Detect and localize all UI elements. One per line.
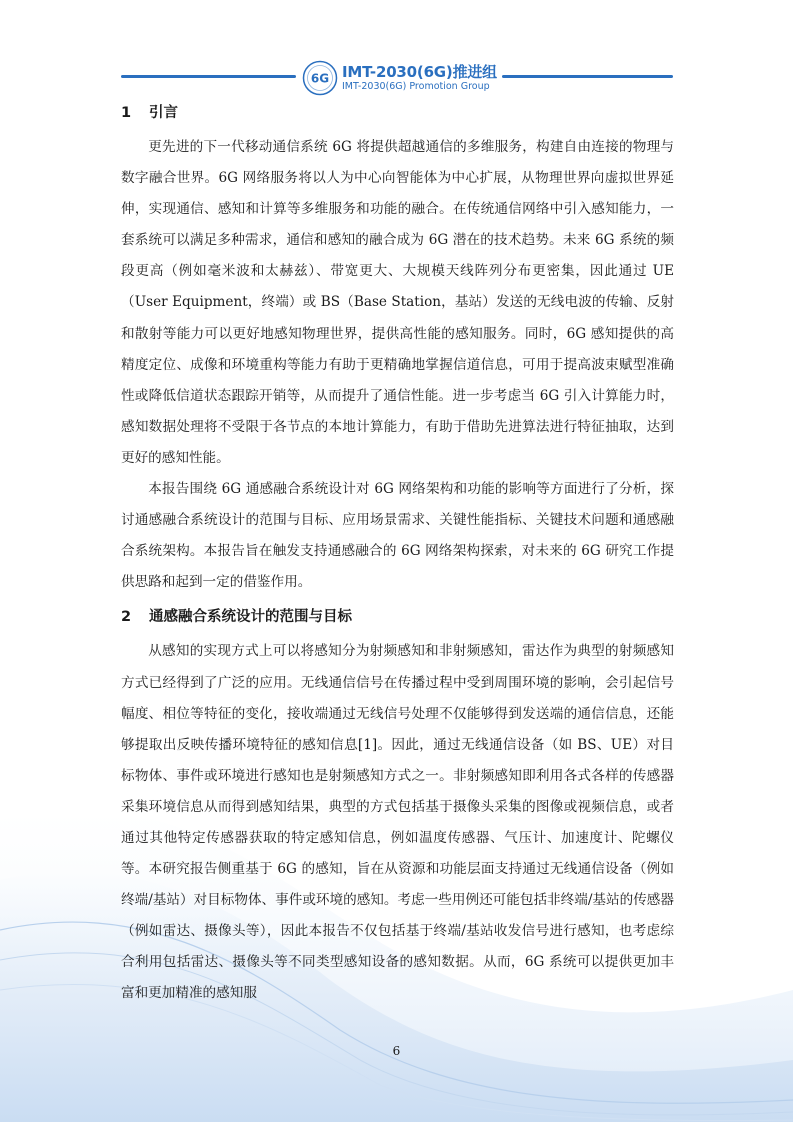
paragraph: 从感知的实现方式上可以将感知分为射频感知和非射频感知，雷达作为典型的射频感知方式已经得到了广泛的应用。无线通信信号在传播过程中受到周围环境的影响，会引起信号幅度、相位等特征的变化，接收端通过无线信号处理不仅能够得到发送端的通信信息，还能够提取出反映传播环境特征的感知信息[1]。因此，通过无线通信设备（如 BS、UE）对目标物体、事件或环境进行感知也是射频感知方式之一。非射频感知即利用各式各样的传感器采集环境信息从而得到感知结果，典型的方式包括基于摄像头采集的图像或视频信息，或者通过其他特定传感器获取的特定感知信息，例如温度传感器、气压计、加速度计、陀螺仪等。本研究报告侧重基于 6G 的感知，旨在从资源和功能层面支持通过无线通信设备（例如终端/基站）对目标物体、事件或环境的感知。考虑一些用例还可能包括非终端/基站的传感器（例如雷达、摄像头等），因此本报告不仅包括基于终端/基站收发信号进行感知，也考虑综合利用包括雷达、摄像头等不同类型感知设备的感知数据。从而，6G 系统可以提供更加丰富和更加精准的感知服 [121,643,674,1002]
section-number: 1 [121,105,132,121]
header-rule-right [502,75,673,78]
page-header [0,58,793,98]
section-heading-1 [121,102,674,124]
section-heading-2 [121,606,674,628]
section-title: 引言 [149,105,178,121]
section-title: 通感融合系统设计的范围与目标 [149,609,352,626]
paragraph: 本报告围绕 6G 通感融合系统设计对 6G 网络架构和功能的影响等方面进行了分析，探讨通感融合系统设计的范围与目标、应用场景需求、关键性能指标、关键技术问题和通感融合系统架构。本报告旨在触发支持通感融合的 6G 网络架构探索，对未来的 6G 研究工作提供思路和起到一定的借鉴作用。 [121,481,674,591]
paragraph: 更先进的下一代移动通信系统 6G 将提供超越通信的多维服务，构建自由连接的物理与数字融合世界。6G 网络服务将以人为中心向智能体为中心扩展，从物理世界向虚拟世界延伸，实现通信、感知和计算等多维服务和功能的融合。在传统通信网络中引入感知能力，一套系统可以满足多种需求，通信和感知的融合成为 6G 潜在的技术趋势。未来 6G 系统的频段更高（例如毫米波和太赫兹）、带宽更大、大规模天线阵列分布更密集，因此通过 UE（User Equipment，终端）或 BS（Base Station，基站）发送的无线电波的传输、反射和散射等能力可以更好地感知物理世界，提供高性能的感知服务。同时，6G 感知提供的高精度定位、成像和环境重构等能力有助于更精确地掌握信道信息，可用于提高波束赋型准确性或降低信道状态跟踪开销等，从而提升了通信性能。进一步考虑当 6G 引入计算能力时，感知数据处理将不受限于各节点的本地计算能力，有助于借助先进算法进行特征抽取，达到更好的感知性能。 [121,139,674,466]
imt-2030-logo-icon [302,60,338,96]
section-number: 2 [121,609,132,626]
document-body [121,98,674,1010]
org-title: IMT-2030(6G)推进组 [342,63,497,81]
page-number: 6 [392,1044,401,1058]
org-subtitle: IMT-2030(6G) Promotion Group [342,81,490,92]
logo-text: 6G [310,71,330,86]
header-rule-left [121,75,296,78]
